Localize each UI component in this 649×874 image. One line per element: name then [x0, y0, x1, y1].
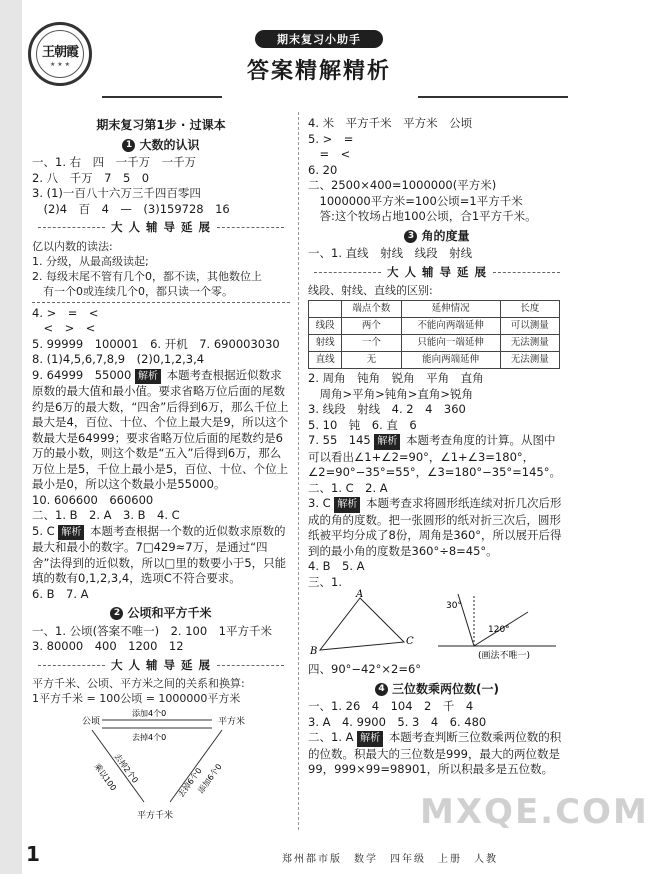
- page-footer: [22, 842, 570, 866]
- answer-line: 一、1. 26 4 104 2 千 4: [308, 699, 474, 713]
- unit-conversion-diagram: [32, 706, 290, 826]
- topic-label: 公顷和平方千米: [127, 606, 212, 620]
- table-header-cell: 端点个数: [342, 301, 401, 318]
- tutor-banner: 大 人 辅 导 延 展: [308, 265, 566, 281]
- side-strip: [0, 0, 22, 874]
- explained-answer-7: [308, 433, 566, 481]
- answer-line: 二、2500×400=1000000(平方米): [308, 178, 497, 192]
- table-cell: 无法测量: [500, 335, 560, 352]
- right-column: [308, 116, 566, 778]
- table-header-cell: [309, 301, 342, 318]
- answer-lead: 二、1. A: [308, 730, 354, 744]
- topic-label: 三位数乘两位数(一): [392, 681, 499, 696]
- topic-heading-4: [308, 682, 566, 698]
- conversion-triangle: [32, 706, 282, 824]
- answer-line: 6. 20: [308, 162, 338, 177]
- title-rule-right: [418, 96, 568, 98]
- analysis-tag: 解析: [334, 497, 360, 513]
- tutor-banner: 大 人 辅 导 延 展: [32, 220, 290, 236]
- answer-lead: 5. C: [32, 523, 55, 538]
- drawing-note: (画法不唯一): [478, 651, 531, 661]
- answer-lead: 3. C: [308, 496, 331, 510]
- label-left-add: 乘以100: [92, 761, 119, 793]
- logo-text: 王朝霞: [41, 44, 78, 60]
- note-line: 亿以内数的读法:: [32, 239, 113, 253]
- topic-label: 大数的认识: [139, 137, 200, 152]
- line-comparison-table: [308, 300, 560, 369]
- note-line: 平方千米、公顷、平方米之间的关系和换算:: [32, 677, 245, 690]
- angle-figure: [428, 590, 558, 660]
- explained-answer-last: [308, 730, 566, 778]
- table-header-cell: 长度: [500, 301, 560, 318]
- answer-line: 一、1. 右 四 一千万 一千万: [32, 155, 197, 169]
- answer-line: 周角>平角>钝角>直角>锐角: [308, 386, 474, 401]
- note-line: 1平方千米 = 100公顷 = 1000000平方米: [32, 692, 241, 705]
- node-square-meter: 平方米: [218, 717, 246, 727]
- explained-answer-5: [32, 524, 290, 587]
- table-cell: 能向两端延伸: [401, 352, 500, 369]
- explained-answer-3: [308, 496, 566, 559]
- table-cell: 两个: [342, 318, 401, 335]
- angle-30-label: 30°: [446, 601, 462, 611]
- table-cell: 一个: [342, 335, 401, 352]
- logo-ring: [36, 30, 84, 78]
- vertex-a-label: A: [356, 589, 364, 600]
- answer-line: 5. 10 钝 6. 直 6: [308, 417, 417, 432]
- node-hectare: 公顷: [82, 717, 101, 727]
- table-caption: 线段、射线、直线的区别:: [308, 284, 433, 297]
- tutor-banner: 大 人 辅 导 延 展: [32, 658, 290, 674]
- label-add-zeros-top: 添加4个0: [132, 709, 167, 718]
- label-left-remove: 去掉2个0: [112, 751, 140, 785]
- angle-120-label: 120°: [488, 625, 510, 635]
- logo-stars-icon: ★ ★ ★: [50, 60, 70, 68]
- analysis-text: 本题考查根据近似数求原数的最大值和最小值。要求省略万位后面的尾数约是6万的最大数，“四舍”后得到6万，那么千位上最大是4，百位、十位、个位上最大是9，所以这个数最大是64999；要求省略万位后面的尾数约是6万的最小数，则这个数是“五入”后得到6万，那么万位上是5，千位上最小是5，百位、十位、个位上最小是0，所以这个数最小是55000。: [32, 367, 289, 491]
- analysis-tag: 解析: [58, 525, 84, 541]
- answer-line: 二、1. B 2. A 3. B 4. C: [32, 508, 180, 522]
- banner-rule: [32, 302, 290, 303]
- answer-line: 4. B 5. A: [308, 559, 365, 573]
- topic-number: 3: [404, 230, 417, 243]
- node-square-km: 平方千米: [137, 811, 174, 821]
- analysis-tag: 解析: [374, 434, 400, 450]
- page-title: 答案精解精析: [246, 59, 391, 84]
- triangle-shape: [320, 598, 404, 650]
- answer-line: 一、1. 直线 射线 线段 射线: [308, 246, 473, 260]
- answer-line: < > <: [32, 321, 96, 335]
- note-line: 有一个0或连续几个0，都只读一个零。: [32, 284, 233, 298]
- answer-line: 3. (1)一百八十六万三千四百零四: [32, 186, 201, 200]
- table-header-cell: 延伸情况: [401, 301, 500, 318]
- table-cell: 无: [342, 352, 401, 369]
- topic-number: 1: [122, 139, 135, 152]
- answer-line: 8. (1)4,5,6,7,8,9 (2)0,1,2,3,4: [32, 352, 205, 366]
- topic-number: 2: [110, 607, 123, 620]
- answer-line: 6. B 7. A: [32, 586, 89, 601]
- page-number: 1: [26, 842, 40, 866]
- label-right-remove: 添加6个0: [196, 762, 224, 796]
- section-title: 期末复习第1步 · 过课本: [96, 118, 226, 132]
- answer-line: 三、1.: [308, 574, 342, 589]
- answer-line: = <: [308, 147, 351, 161]
- answer-line: 2. 周角 钝角 锐角 平角 直角: [308, 371, 484, 385]
- table-cell: 直线: [309, 352, 342, 369]
- label-remove-zeros-top: 去掉4个0: [132, 733, 167, 742]
- table-cell: 线段: [309, 318, 342, 335]
- answer-line: 二、1. C 2. A: [308, 480, 388, 495]
- vertex-c-label: C: [406, 636, 414, 647]
- answer-line: 2. 八 千万 7 5 0: [32, 170, 150, 185]
- table-cell: 不能向两端延伸: [401, 318, 500, 335]
- table-row: [309, 318, 560, 335]
- answer-line: 3. A 4. 9900 5. 3 4 6. 480: [308, 714, 487, 729]
- topic-label: 角的度量: [421, 228, 470, 243]
- table-cell: 只能向一端延伸: [401, 335, 500, 352]
- page-header: [22, 18, 570, 96]
- answer-line: 四、90°−42°×2=6°: [308, 662, 422, 676]
- answer-line: 4. > = <: [32, 305, 99, 320]
- topic-heading-2: [32, 606, 290, 622]
- analysis-tag: 解析: [357, 731, 383, 747]
- table-cell: 无法测量: [500, 352, 560, 369]
- explained-answer-9: [32, 368, 290, 493]
- answer-line: 一、1. 公顷(答案不唯一) 2. 100 1平方千米: [32, 623, 272, 638]
- answer-line: 10. 606600 660600: [32, 492, 154, 507]
- brand-logo: [28, 22, 92, 86]
- footer-edition: 郑州都市版 数学 四年级 上册 人教: [282, 854, 498, 865]
- answer-line: 3. 线段 射线 4. 2 4 360: [308, 402, 466, 416]
- topic-heading-1: [32, 138, 290, 154]
- note-line: 2. 每级末尾不管有几个0，都不读，其他数位上: [32, 269, 262, 283]
- helper-pill: 期末复习小助手: [255, 30, 383, 48]
- answer-lead: 7. 55 145: [308, 433, 371, 447]
- topic-heading-3: [308, 229, 566, 245]
- analysis-text: 本题考查求将圆形纸连续对折几次后形成的角的度数。把一张圆形的纸对折三次后，圆形纸被平均分成了8份，周角是360°，所以展开后得到的最小角的度数是360°÷8=45°。: [308, 496, 562, 558]
- topic-number: 4: [375, 683, 388, 696]
- answer-line: 答:这个牧场占地100公顷，合1平方千米。: [308, 209, 537, 223]
- table-cell: 射线: [309, 335, 342, 352]
- answer-lead: 9. 64999 55000: [32, 367, 132, 382]
- table-cell: 可以测量: [500, 318, 560, 335]
- left-column: [32, 116, 290, 826]
- answer-line: (2)4 百 4 — (3)159728 16: [32, 201, 230, 216]
- vertex-b-label: B: [310, 646, 318, 657]
- answer-line: 3. 80000 400 1200 12: [32, 639, 184, 653]
- label-right-add: 去掉6个0: [176, 766, 204, 800]
- analysis-tag: 解析: [135, 369, 161, 385]
- answer-line: 4. 米 平方千米 平方米 公顷: [308, 116, 473, 130]
- answer-line: 1000000平方米=100公顷=1平方千米: [308, 193, 523, 208]
- table-row: [309, 335, 560, 352]
- note-line: 1. 分级，从最高级读起;: [32, 254, 149, 268]
- analysis-text: 本题考查角度的计算。从图中可以看出∠1+∠2=90°，∠1+∠3=180°，∠2=90°−35°=55°，∠3=180°−35°=145°。: [308, 433, 561, 479]
- geometry-figures: [308, 590, 566, 662]
- table-header-row: [309, 301, 560, 318]
- answer-line: 5. > =: [308, 131, 354, 146]
- table-row: [309, 352, 560, 369]
- analysis-text: 本题考查根据一个数的近似数求原数的最大和最小的数字。7□429≈7万，是通过“四舍”法得到的近似数，所以□里的数要小于5，只能填的数有0,1,2,3,4，选项C不符合要求。: [32, 523, 287, 585]
- triangle-figure: [308, 590, 428, 660]
- analysis-text: 本题考查判断三位数乘两位数的积的位数。积最大的三位数是999，最大的两位数是99，999×99=98901，所以积最多是五位数。: [308, 730, 562, 776]
- title-rule-left: [102, 96, 222, 98]
- answer-line: 5. 99999 100001 6. 开机 7. 690003030: [32, 336, 280, 351]
- watermark: MXQE.COM: [420, 792, 649, 832]
- column-divider: [298, 112, 299, 830]
